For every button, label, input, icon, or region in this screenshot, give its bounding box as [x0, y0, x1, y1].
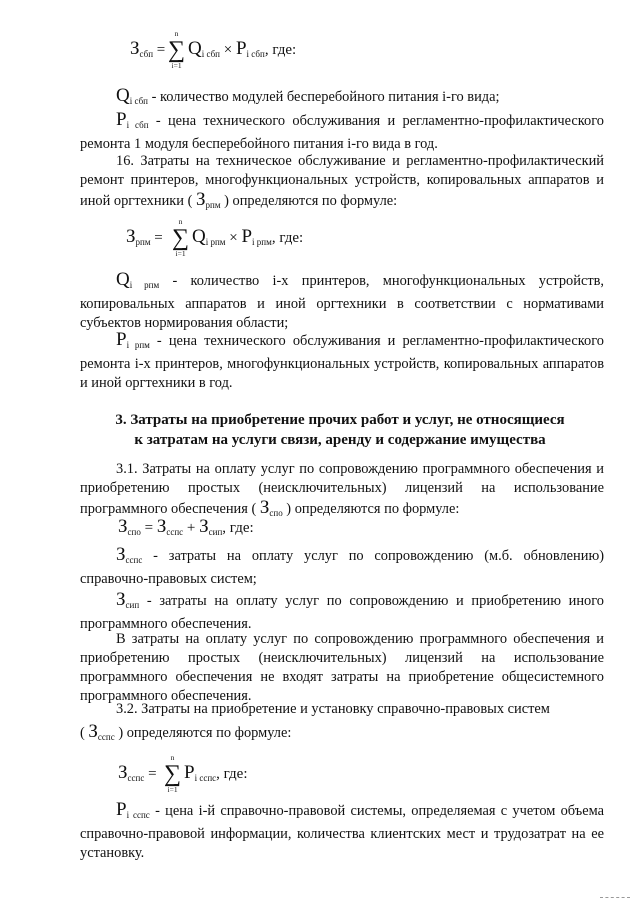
- definition-q-rpm: $Q_{i рпм}$ - количество i-х принтеров, многофункциональных устройств, копировальных аппаратов и иной оргтехники в соответствии с нормативами субъектов нормирования области;: [80, 269, 605, 331]
- paragraph-note: В затраты на оплату услуг по сопровождению программного обеспечения и приобретению простых (неисключительных) лицензий на использование программного обеспечения не входят затраты на приобретение общесистемного программного обеспечения.: [80, 631, 604, 704]
- formula-sbp-rhs: $Q_{i сбп} \times P_{i сбп}$, где:: [188, 38, 297, 59]
- sum-symbol: n ∑ i=1: [168, 29, 186, 70]
- definition-p-rpm: $P_{i рпм}$ - цена технического обслуживания и регламентно-профилактического ремонта i-х принтеров, многофункциональных устройств, копировальных аппаратов и иной оргтехники в год.: [80, 329, 604, 391]
- paragraph-3-2: 3.2. Затраты на приобретение и установку справочно-правовых систем: [116, 701, 550, 717]
- formula-rpm-rhs: $Q_{i рпм} \times P_{i рпм}$, где:: [192, 226, 304, 247]
- definition-q-sbp: $Q_{i сбп}$ - количество модулей бесперебойного питания i-го вида;: [116, 85, 500, 106]
- formula-sspc-rhs: $P_{i сспс}$, где:: [184, 762, 248, 783]
- sum-symbol: n ∑ i=1: [172, 217, 190, 258]
- formula-sspc: $З_{сспс}$ =: [118, 762, 157, 783]
- paragraph-3-1: 3.1. Затраты на оплату услуг по сопровождению программного обеспечения и приобретению простых (неисключительных) лицензий на использование программного обеспечения ( $З_{спо}$ ) определяются по формуле:: [80, 461, 604, 518]
- formula-spo: $З_{спо} = З_{сспс} + З_{сип}$, где:: [118, 516, 254, 537]
- formula-sbp: $З_{сбп}$ =: [130, 38, 166, 59]
- page-edge-mark: [600, 897, 630, 899]
- definition-z-sip: $З_{сип}$ - затраты на оплату услуг по сопровождению и приобретению иного программного обеспечения.: [80, 589, 604, 632]
- definition-p-sbp: $P_{i сбп}$ - цена технического обслуживания и регламентно-профилактического ремонта 1 модуля бесперебойного питания i-го вида в год.: [80, 109, 604, 152]
- definition-p-sspc: $P_{i сспс}$ - цена i-й справочно-правовой системы, определяемая с учетом объема справочно-правовой информации, количества клиентских мест и трудозатрат на ее установку.: [80, 799, 604, 861]
- paragraph-16: 16. Затраты на техническое обслуживание и регламентно-профилактический ремонт принтеров, многофункциональных устройств, копировальных аппаратов и иной оргтехники ( $З_{рпм}$ ) определяются по формуле:: [80, 153, 604, 210]
- section-heading: 3. Затраты на приобретение прочих работ и услуг, не относящиеся к затратам на услуги связи, аренду и содержание имущества: [115, 412, 565, 448]
- sum-symbol: n ∑ i=1: [164, 753, 182, 794]
- paragraph-3-2-line2: ( $З_{сспс}$ ) определяются по формуле:: [80, 721, 292, 742]
- formula-lhs: З: [130, 38, 140, 59]
- definition-z-sspc: $З_{сспс}$ - затраты на оплату услуг по сопровождению (м.б. обновлению) справочно-правовых систем;: [80, 544, 604, 587]
- formula-rpm: $З_{рпм}$ =: [126, 226, 163, 247]
